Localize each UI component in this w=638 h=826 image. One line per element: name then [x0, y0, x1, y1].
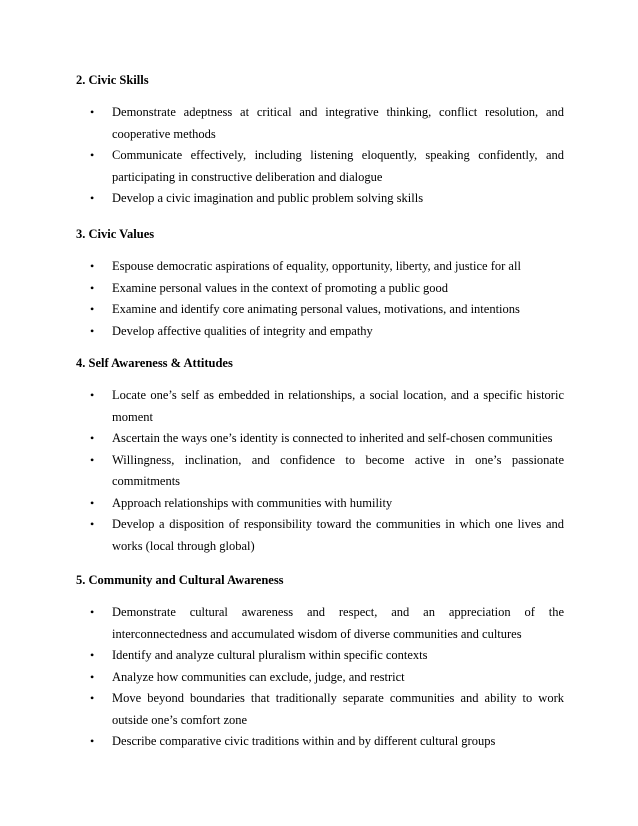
- bullet-icon: •: [90, 302, 95, 316]
- list-item: [76, 667, 564, 689]
- section-civic-values: [76, 226, 564, 342]
- list-item-text: Ascertain the ways one’s identity is connected to inherited and self-chosen communities: [112, 431, 553, 445]
- list-item: [76, 602, 564, 645]
- list-item: [76, 428, 564, 450]
- list-item: [76, 688, 564, 731]
- section-title: 4. Self Awareness & Attitudes: [76, 356, 233, 370]
- list-item: [76, 188, 564, 210]
- list-item-text: Describe comparative civic traditions within and by different cultural groups: [112, 734, 496, 748]
- list-item-text: Analyze how communities can exclude, judge, and restrict: [112, 669, 405, 684]
- list-item-text: Demonstrate cultural awareness and respect, and an appreciation of the interconnectedness and accumulated wisdom of diverse communities and cultures: [112, 605, 564, 641]
- section-community-cultural-awareness: [76, 572, 564, 753]
- list-item: [76, 493, 564, 515]
- list-item: [76, 645, 564, 667]
- section-self-awareness: [76, 355, 564, 557]
- bullet-icon: •: [90, 259, 95, 273]
- list-item: [76, 450, 564, 493]
- bullet-icon: •: [90, 669, 95, 684]
- list-item: [76, 514, 564, 557]
- list-item: [76, 385, 564, 428]
- bullet-icon: •: [90, 734, 95, 748]
- bullet-list: [76, 256, 564, 342]
- bullet-icon: •: [90, 388, 95, 402]
- bullet-icon: •: [90, 431, 95, 445]
- list-item-text: Examine personal values in the context of promoting a public good: [112, 280, 449, 295]
- list-item-text: Develop affective qualities of integrity and empathy: [112, 323, 373, 338]
- bullet-icon: •: [90, 691, 95, 705]
- list-item-text: Identify and analyze cultural pluralism within specific contexts: [112, 648, 428, 662]
- section-civic-skills: [76, 72, 564, 210]
- bullet-icon: •: [90, 191, 95, 205]
- bullet-icon: •: [90, 105, 95, 119]
- bullet-icon: •: [90, 323, 95, 338]
- list-item-text: Demonstrate adeptness at critical and integrative thinking, conflict resolution, and cooperative methods: [112, 105, 564, 141]
- list-item-text: Develop a disposition of responsibility toward the communities in which one lives and works (local through global): [112, 517, 564, 553]
- bullet-list: [76, 102, 564, 210]
- bullet-icon: •: [90, 605, 95, 619]
- list-item: [76, 102, 564, 145]
- list-item: [76, 299, 564, 321]
- bullet-icon: •: [90, 648, 95, 662]
- bullet-list: [76, 602, 564, 753]
- bullet-icon: •: [90, 517, 95, 531]
- section-title: 5. Community and Cultural Awareness: [76, 573, 284, 587]
- list-item-text: Examine and identify core animating personal values, motivations, and intentions: [112, 302, 520, 316]
- list-item: [76, 321, 564, 343]
- section-title: 2. Civic Skills: [76, 73, 149, 87]
- bullet-icon: •: [90, 148, 95, 162]
- bullet-icon: •: [90, 452, 95, 467]
- section-title: 3. Civic Values: [76, 227, 155, 241]
- bullet-icon: •: [90, 280, 95, 295]
- list-item: [76, 731, 564, 753]
- list-item-text: Willingness, inclination, and confidence to become active in one’s passionate commitments: [112, 452, 564, 488]
- bullet-list: [76, 385, 564, 557]
- list-item-text: Develop a civic imagination and public problem solving skills: [112, 191, 424, 205]
- list-item: [76, 256, 564, 278]
- bullet-icon: •: [90, 495, 95, 510]
- list-item: [76, 278, 564, 300]
- list-item-text: Move beyond boundaries that traditionally separate communities and ability to work outside one’s comfort zone: [112, 691, 564, 727]
- list-item: [76, 145, 564, 188]
- list-item-text: Approach relationships with communities with humility: [112, 495, 393, 510]
- list-item-text: Espouse democratic aspirations of equality, opportunity, liberty, and justice for all: [112, 259, 521, 273]
- list-item-text: Locate one’s self as embedded in relationships, a social location, and a specific historic moment: [112, 388, 564, 424]
- list-item-text: Communicate effectively, including listening eloquently, speaking confidently, and participating in constructive deliberation and dialogue: [112, 148, 564, 184]
